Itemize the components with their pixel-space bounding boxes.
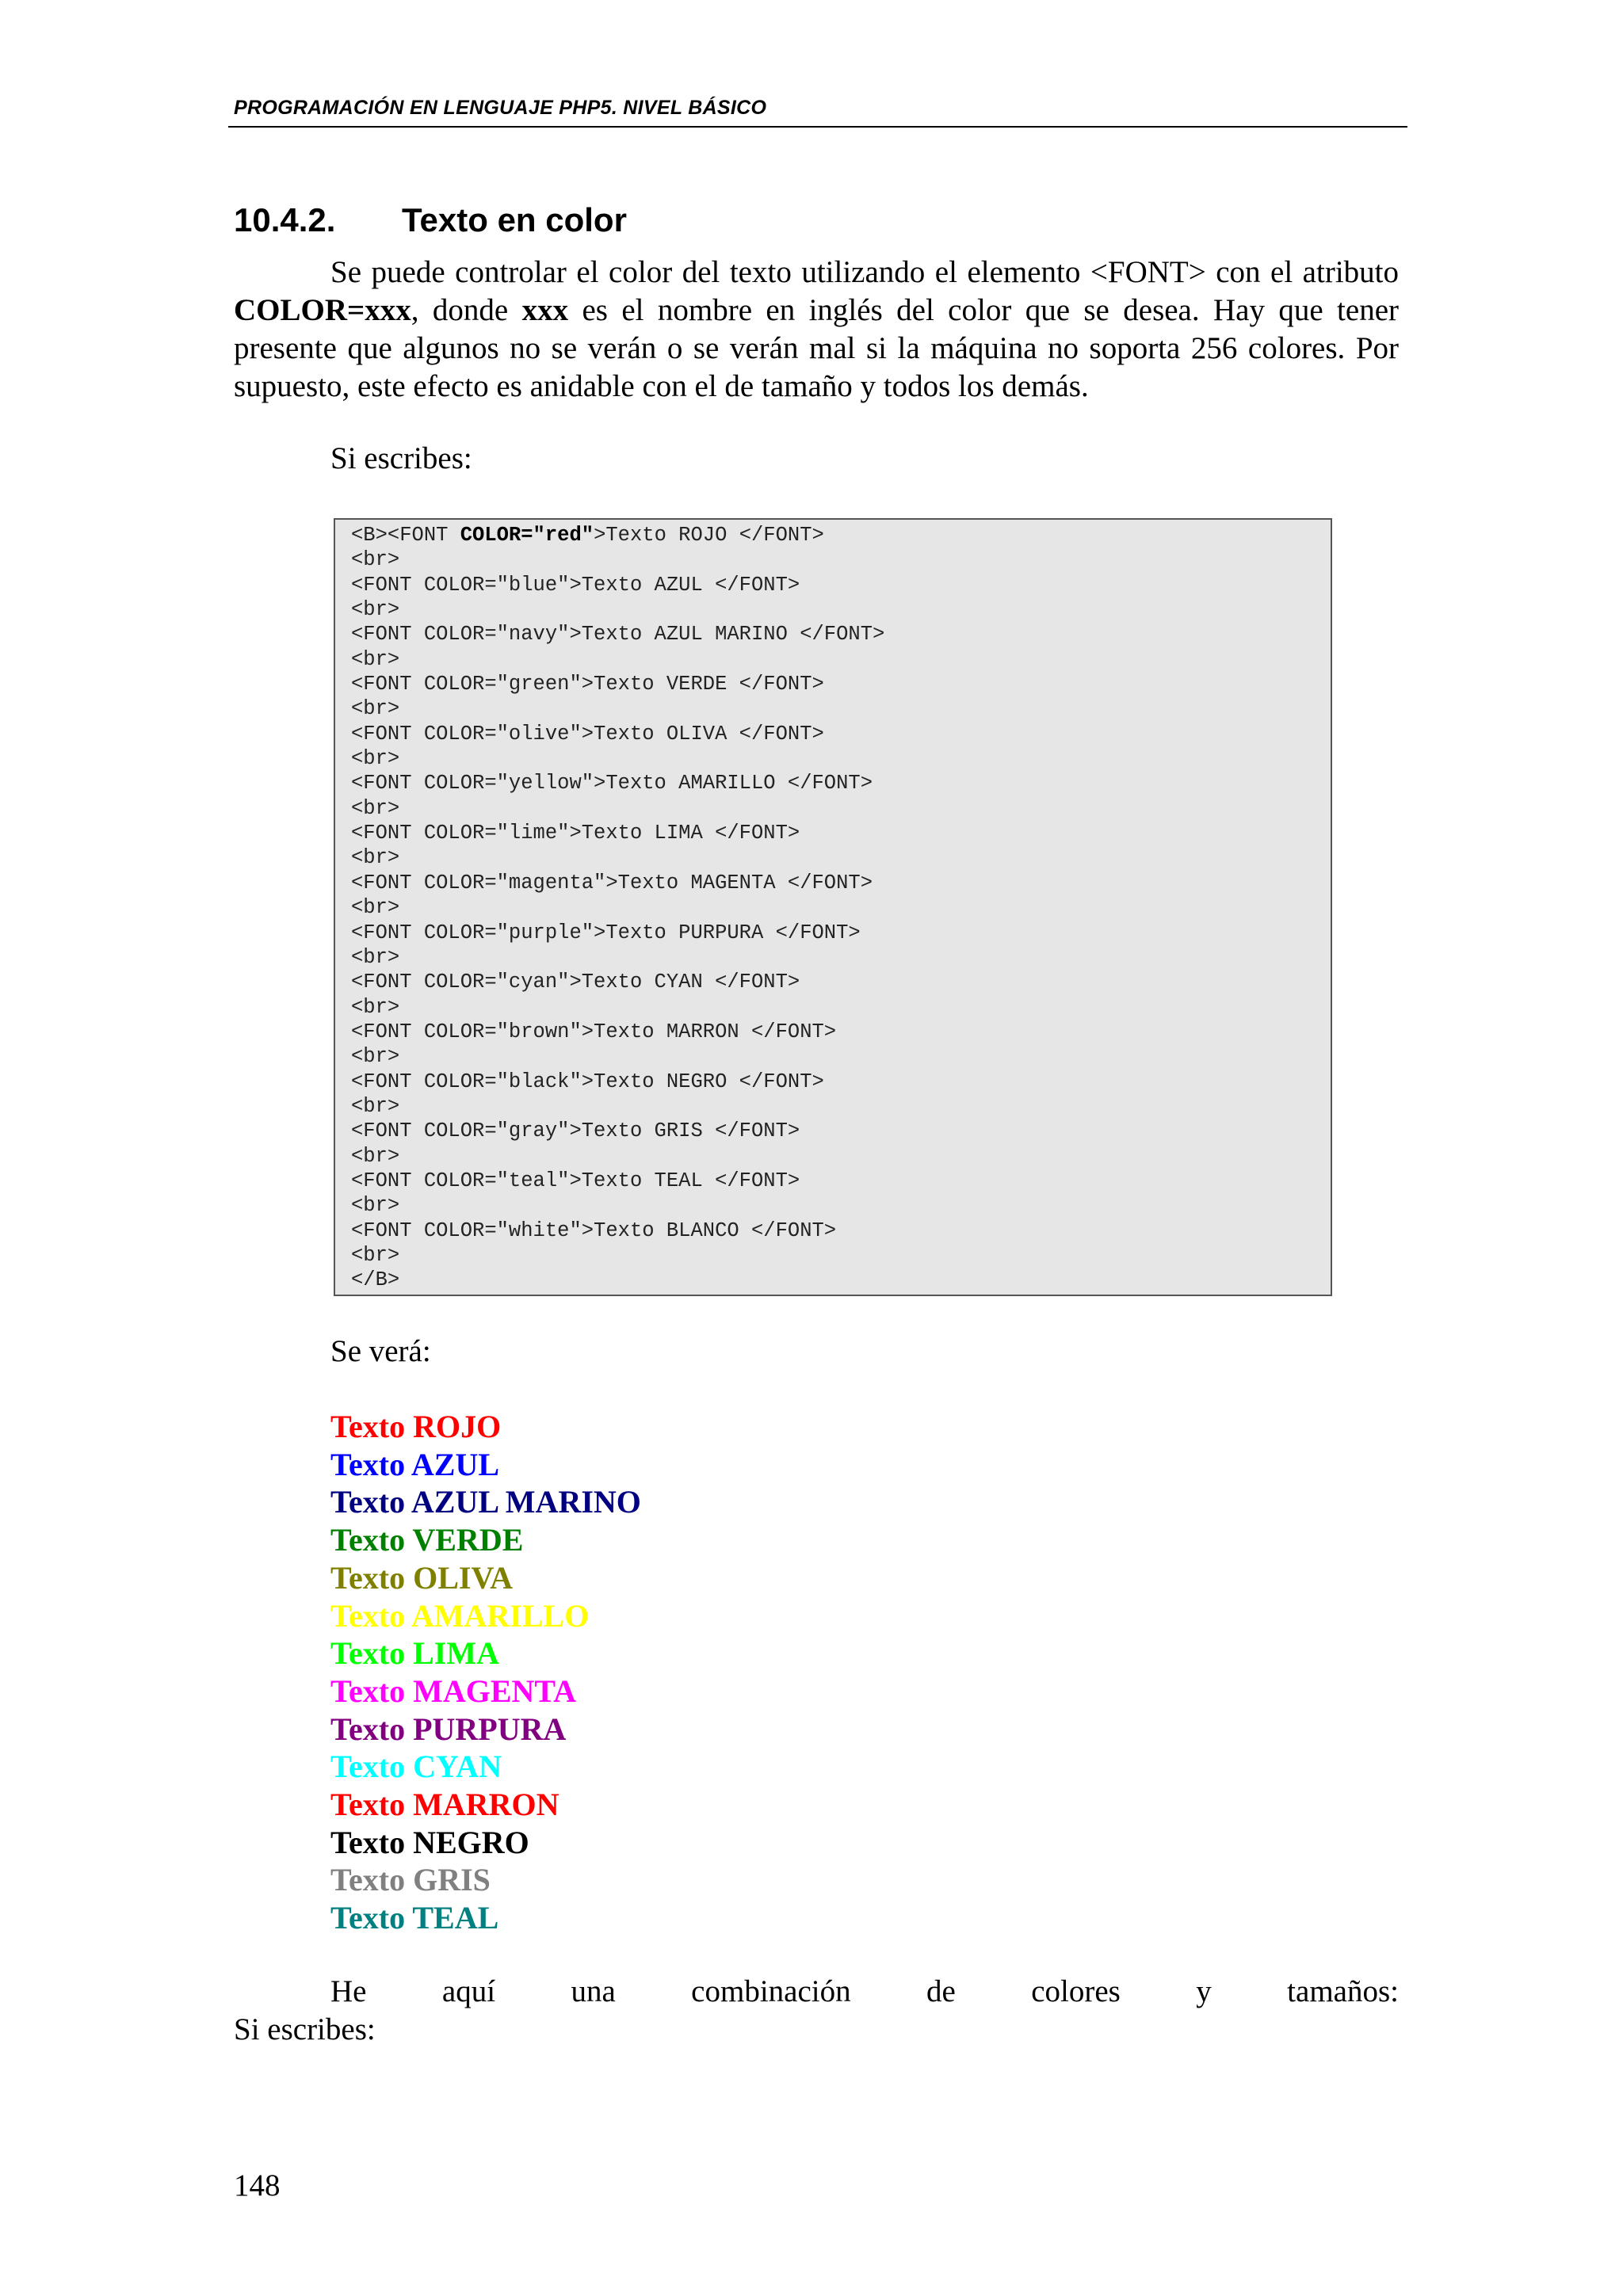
colored-text-results xyxy=(330,1408,641,1937)
code-line: <br> xyxy=(351,647,400,671)
if-you-write-label: Si escribes: xyxy=(330,441,472,475)
colored-text-item: Texto NEGRO xyxy=(330,1824,529,1860)
section-number: 10.4.2. xyxy=(234,201,336,238)
code-line: <FONT COLOR="yellow">Texto AMARILLO </FONT> xyxy=(351,772,873,795)
code-line: <FONT COLOR="gray">Texto GRIS </FONT> xyxy=(351,1119,800,1143)
code-line: <FONT COLOR="green">Texto VERDE </FONT> xyxy=(351,673,824,696)
combo-word: y xyxy=(1196,1974,1212,2008)
combo-word: una xyxy=(571,1974,616,2008)
code-line: <br> xyxy=(351,598,400,622)
code-line: </B> xyxy=(351,1268,400,1292)
code-line: <br> xyxy=(351,995,400,1019)
code-line: <FONT COLOR="cyan">Texto CYAN </FONT> xyxy=(351,971,800,994)
intro-text-1: Se puede controlar el color del texto utilizando el elemento <FONT> con el atributo xyxy=(330,255,1399,289)
combo-word: tamaños: xyxy=(1287,1974,1399,2008)
code-line: <br> xyxy=(351,697,400,721)
code-line: <br> xyxy=(351,945,400,969)
running-header-title: PROGRAMACIÓN EN LENGUAJE PHP5. NIVEL BÁSICO xyxy=(234,97,767,119)
colored-text-item: Texto ROJO xyxy=(330,1409,502,1444)
colored-text-item: Texto MAGENTA xyxy=(330,1672,576,1709)
code-line: <br> xyxy=(351,548,400,572)
code-line: <FONT COLOR="olive">Texto OLIVA </FONT> xyxy=(351,722,824,746)
colored-text-item: Texto AZUL MARINO xyxy=(330,1484,641,1520)
intro-bold-xxx: xxx xyxy=(521,293,569,327)
code-line-first: <B><FONT COLOR="red">Texto ROJO </FONT> xyxy=(351,524,824,547)
code-line: <FONT COLOR="navy">Texto AZUL MARINO </FONT> xyxy=(351,623,885,646)
code-line: <br> xyxy=(351,1243,400,1267)
code-line: <br> xyxy=(351,1144,400,1168)
you-will-see-label: Se verá: xyxy=(330,1334,431,1368)
colored-text-item: Texto LIMA xyxy=(330,1635,499,1672)
code-line: <FONT COLOR="lime">Texto LIMA </FONT> xyxy=(351,822,800,845)
code-line: <FONT COLOR="black">Texto NEGRO </FONT> xyxy=(351,1070,824,1093)
intro-paragraph xyxy=(234,254,1399,406)
combo-first-line xyxy=(234,1973,1399,2011)
code-block xyxy=(334,518,1332,1296)
intro-text-2: , donde xyxy=(411,293,522,327)
colored-text-item: Texto OLIVA xyxy=(330,1559,514,1596)
code-bold-attribute: COLOR="red" xyxy=(460,524,594,547)
combo-word: He xyxy=(330,1974,367,2008)
colored-text-item: Texto GRIS xyxy=(330,1862,491,1898)
colored-text-item: Texto VERDE xyxy=(330,1522,524,1558)
colored-text-item: Texto AZUL xyxy=(330,1446,500,1482)
code-line: <br> xyxy=(351,796,400,820)
code-line: <br> xyxy=(351,1045,400,1069)
code-line: <br> xyxy=(351,896,400,920)
code-line: <FONT COLOR="blue">Texto AZUL </FONT> xyxy=(351,573,800,597)
colored-text-item: Texto MARRON xyxy=(330,1787,559,1823)
code-line: <br> xyxy=(351,846,400,870)
code-line: <br> xyxy=(351,747,400,771)
header-rule xyxy=(228,126,1407,128)
colored-text-item: Texto TEAL xyxy=(330,1900,499,1936)
combo-second-line: Si escribes: xyxy=(234,2012,376,2046)
code-line: <FONT COLOR="teal">Texto TEAL </FONT> xyxy=(351,1169,800,1192)
combo-word: colores xyxy=(1031,1974,1121,2008)
code-line: <br> xyxy=(351,1094,400,1118)
code-line: <FONT COLOR="magenta">Texto MAGENTA </FONT> xyxy=(351,871,873,894)
combo-word: de xyxy=(926,1974,956,2008)
colored-text-item: Texto CYAN xyxy=(330,1749,502,1785)
colored-text-item: Texto AMARILLO xyxy=(330,1597,590,1634)
code-line: <FONT COLOR="purple">Texto PURPURA </FONT> xyxy=(351,921,861,944)
intro-bold-attribute: COLOR=xxx xyxy=(234,293,411,327)
combo-paragraph xyxy=(234,1973,1399,2049)
code-lines xyxy=(351,547,1331,1292)
section-title: Texto en color xyxy=(402,201,627,238)
page-number: 148 xyxy=(234,2168,281,2203)
code-line: <FONT COLOR="white">Texto BLANCO </FONT> xyxy=(351,1219,837,1242)
code-line: <FONT COLOR="brown">Texto MARRON </FONT> xyxy=(351,1020,837,1043)
code-line: <br> xyxy=(351,1194,400,1218)
intro-text-3: es el nombre en inglés del color que se desea. Hay que tener presente que algunos no se verán o se verán mal si la máquina no soporta 256 colores. Por supuesto, este efecto es anidable con el de tamaño y todos los demás. xyxy=(234,293,1399,403)
combo-word: combinación xyxy=(691,1974,851,2008)
colored-text-item: Texto PURPURA xyxy=(330,1711,567,1747)
combo-word: aquí xyxy=(441,1974,496,2008)
section-heading xyxy=(234,201,627,239)
